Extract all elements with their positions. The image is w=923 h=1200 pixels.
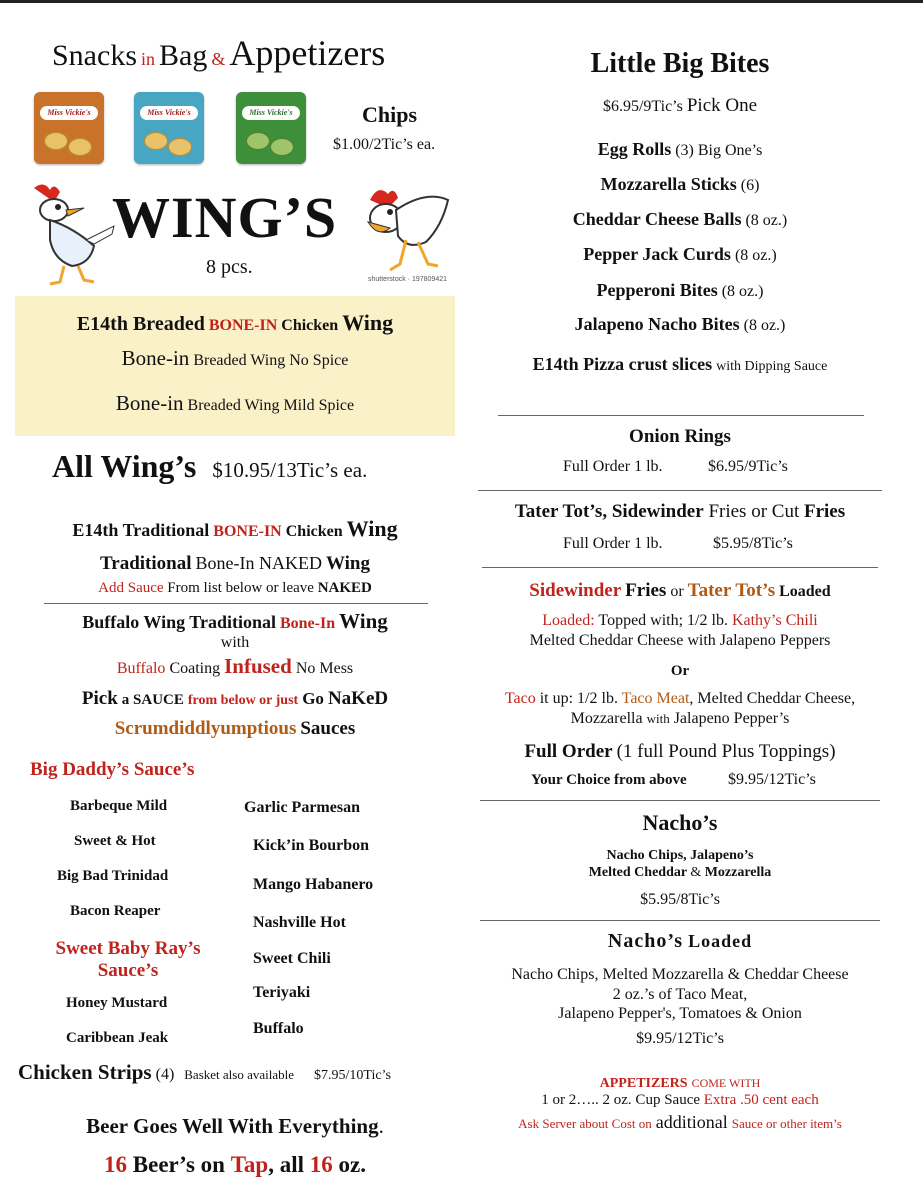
sauce-item: Sweet Chili [253, 950, 331, 967]
nachos-loaded-price: $9.95/12Tic’s [636, 1030, 724, 1047]
nachos-loaded-line-1: Nacho Chips, Melted Mozzarella & Cheddar Cheese [511, 966, 849, 983]
buffalo-with: with [220, 634, 250, 651]
wings-piece-count: 8 pcs. [206, 256, 253, 278]
chip-bag-image: Miss Vickie's [34, 92, 104, 164]
sauce-item: Garlic Parmesan [244, 799, 360, 816]
big-daddy-heading: Big Daddy’s Sauce’s [30, 759, 195, 780]
chips-title: Chips [362, 102, 418, 127]
tater-tots-price: $5.95/8Tic’s [713, 535, 793, 552]
bite-item: E14th Pizza crust slices with Dipping Sauce [532, 354, 828, 374]
bite-item: Jalapeno Nacho Bites (8 oz.) [574, 314, 786, 334]
chicken-strips-line: Chicken Strips (4) Basket also available $7.95/10Tic’s [18, 1060, 391, 1084]
sauce-item: Barbeque Mild [70, 798, 168, 814]
buffalo-wing-title: Buffalo Wing Traditional Bone-In Wing [82, 609, 388, 633]
sauce-item: Mango Habanero [253, 876, 374, 893]
chip-bag-image: Miss Vickie's [134, 92, 204, 164]
onion-rings-price: $6.95/9Tic’s [708, 458, 788, 475]
bite-item: Mozzarella Sticks (6) [600, 174, 760, 194]
chicken-mascot-left-icon [24, 180, 120, 288]
top-border [0, 0, 923, 3]
chip-bag-image: Miss Vickie's [236, 92, 306, 164]
nachos-loaded-line-2: 2 oz.’s of Taco Meat, [612, 986, 748, 1003]
buffalo-coating-line: Buffalo Coating Infused No Mess [116, 654, 354, 678]
nachos-price: $5.95/8Tic’s [640, 891, 720, 908]
sweet-baby-rays-heading: Sweet Baby Ray’s Sauce’s [55, 938, 201, 981]
appetizer-note-line-1: APPETIZERS COME WITH [599, 1076, 761, 1091]
onion-rings-size: Full Order 1 lb. [563, 458, 663, 475]
beer-on-tap: 16 Beer’s on Tap, all 16 oz. [104, 1152, 366, 1177]
loaded-price: $9.95/12Tic’s [728, 771, 816, 788]
breaded-option-no-spice: Bone-in Breaded Wing No Spice [121, 346, 349, 370]
divider [478, 490, 882, 491]
nachos-loaded-title: Nacho’s Loaded [607, 930, 753, 952]
breaded-option-mild-spice: Bone-in Breaded Wing Mild Spice [115, 391, 355, 415]
all-wings-price-line: All Wing’s $10.95/13Tic’s ea. [52, 448, 368, 484]
appetizer-note-line-2: 1 or 2….. 2 oz. Cup Sauce Extra .50 cent each [541, 1092, 819, 1108]
little-big-bites-title: Little Big Bites [590, 48, 770, 79]
taco-line: Taco it up: 1/2 lb. Taco Meat, Melted Cheddar Cheese, [504, 690, 856, 707]
sauces-heading: Scrumdiddlyumptious Sauces [114, 718, 356, 739]
chips-price: $1.00/2Tic’s ea. [333, 136, 436, 153]
tater-tots-title: Tater Tot’s, Sidewinder Fries or Cut Fries [514, 501, 846, 522]
sauce-item: Buffalo [253, 1020, 304, 1037]
section-title-snacks: Snacks in Bag & Appetizers [52, 33, 386, 73]
sauce-item: Caribbean Jeak [66, 1030, 169, 1046]
sauce-item: Bacon Reaper [70, 903, 161, 919]
pick-sauce-line: Pick a SAUCE from below or just Go NaKeD [81, 688, 389, 709]
add-sauce-note: Add Sauce From list below or leave NAKED [98, 580, 372, 596]
little-big-bites-price: $6.95/9Tic’s Pick One [602, 95, 758, 116]
bite-item: Egg Rolls (3) Big One’s [597, 139, 763, 159]
bite-item: Cheddar Cheese Balls (8 oz.) [572, 209, 788, 229]
loaded-choice: Your Choice from above [531, 772, 687, 788]
traditional-wing-title: E14th Traditional BONE-IN Chicken Wing [72, 516, 398, 541]
sauce-item: Big Bad Trinidad [57, 868, 169, 884]
appetizer-note-line-3: Ask Server about Cost on additional Sauce or other item’s [518, 1112, 842, 1132]
stock-watermark: shutterstock · 197809421 [368, 276, 447, 283]
onion-rings-title: Onion Rings [629, 426, 731, 447]
breaded-wing-title: E14th Breaded BONE-IN Chicken Wing [76, 310, 394, 335]
nachos-loaded-line-3: Jalapeno Pepper's, Tomatoes & Onion [558, 1005, 802, 1022]
sauce-item: Honey Mustard [66, 995, 168, 1011]
loaded-cheese-line: Melted Cheddar Cheese with Jalapeno Peppers [529, 632, 831, 649]
loaded-chili-line: Loaded: Topped with; 1/2 lb. Kathy’s Chili [542, 612, 818, 629]
nachos-title: Nacho’s [642, 810, 718, 835]
bite-item: Pepper Jack Curds (8 oz.) [583, 244, 777, 264]
divider [498, 415, 864, 416]
taco-mozzarella-line: Mozzarella with Jalapeno Pepper’s [570, 710, 790, 727]
loaded-full-order: Full Order (1 full Pound Plus Toppings) [524, 741, 836, 762]
divider [44, 603, 428, 604]
sauce-item: Sweet & Hot [74, 833, 156, 849]
bite-item: Pepperoni Bites (8 oz.) [596, 280, 764, 300]
loaded-or: Or [670, 663, 690, 679]
sauce-item: Nashville Hot [253, 914, 346, 931]
divider [480, 920, 880, 921]
loaded-fries-title: Sidewinder Fries or Tater Tot’s Loaded [529, 580, 831, 601]
beer-tagline: Beer Goes Well With Everything. [86, 1114, 384, 1138]
sauce-item: Teriyaki [253, 984, 311, 1001]
nachos-line-1: Nacho Chips, Jalapeno’s [606, 848, 754, 863]
divider [480, 800, 880, 801]
divider [482, 567, 878, 568]
chicken-mascot-right-icon [356, 180, 456, 280]
traditional-naked-wing: Traditional Bone-In NAKED Wing [100, 553, 370, 574]
wings-title: WING’S [112, 185, 338, 250]
sauce-item: Kick’in Bourbon [253, 837, 370, 854]
nachos-line-2: Melted Cheddar & Mozzarella [588, 865, 772, 880]
tater-tots-size: Full Order 1 lb. [563, 535, 663, 552]
